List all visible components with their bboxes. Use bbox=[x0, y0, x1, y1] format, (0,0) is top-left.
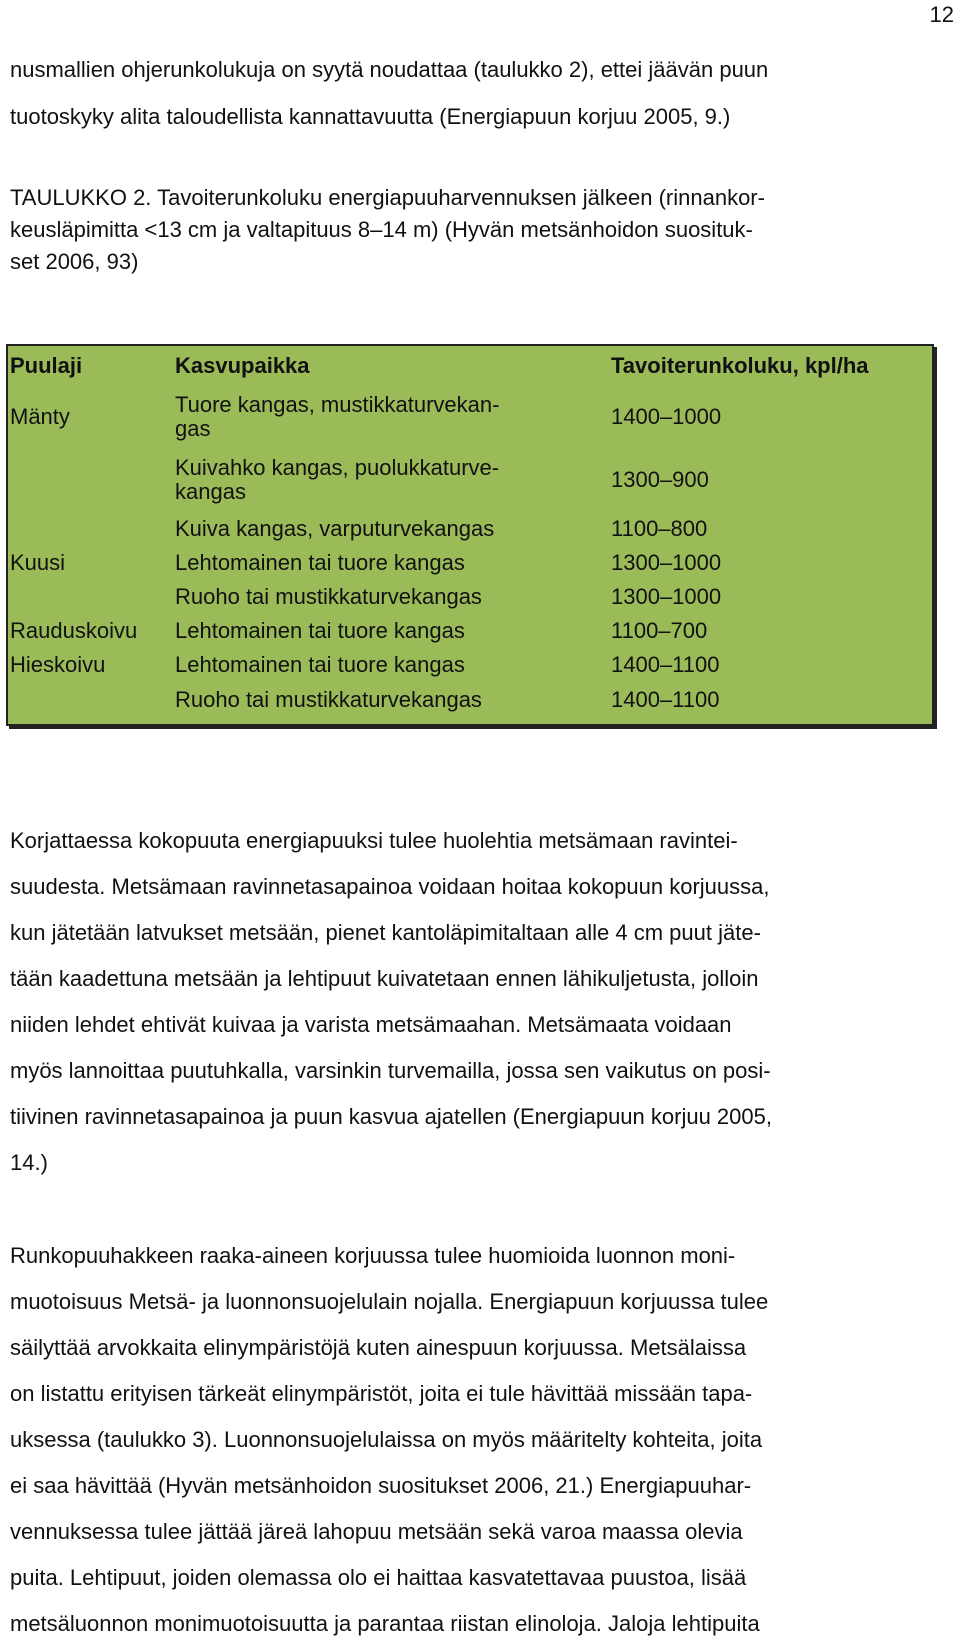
site-line: gas bbox=[175, 416, 211, 441]
text-line: tään kaadettuna metsään ja lehtipuut kuivatetaan ennen lähikuljetusta, jolloin bbox=[10, 966, 759, 991]
text-line: 14.) bbox=[10, 1150, 48, 1175]
target-cell: 1400–1100 bbox=[611, 652, 720, 677]
table-row bbox=[8, 546, 932, 580]
site-line: kangas bbox=[175, 479, 246, 504]
species-cell: Kuusi bbox=[10, 550, 66, 575]
table-header-row bbox=[8, 346, 932, 386]
target-cell: 1400–1000 bbox=[611, 404, 722, 429]
table-row bbox=[8, 512, 932, 546]
text-line: ei saa hävittää (Hyvän metsänhoidon suositukset 2006, 21.) Energiapuuhar- bbox=[10, 1473, 752, 1498]
text-line: metsäluonnon monimuotoisuutta ja parantaa riistan elinoloja. Jaloja lehtipuita bbox=[10, 1611, 760, 1636]
species-cell: Hieskoivu bbox=[10, 652, 106, 677]
species-cell: Rauduskoivu bbox=[10, 618, 138, 643]
text-line: tiivinen ravinnetasapainoa ja puun kasvua ajatellen (Energiapuun korjuu 2005, bbox=[10, 1104, 772, 1129]
text-line: suudesta. Metsämaan ravinnetasapainoa voidaan hoitaa kokopuun korjuussa, bbox=[10, 874, 770, 899]
table-row bbox=[8, 580, 932, 614]
species-cell bbox=[10, 580, 168, 614]
table-caption bbox=[10, 182, 940, 278]
site-line: Tuore kangas, mustikkaturvekan- bbox=[175, 392, 500, 417]
target-cell: 1100–800 bbox=[611, 516, 708, 541]
caption-line: TAULUKKO 2. Tavoiterunkoluku energiapuuharvennuksen jälkeen (rinnankor- bbox=[10, 185, 765, 210]
caption-line: keusläpimitta <13 cm ja valtapituus 8–14 m) (Hyvän metsänhoidon suosituk- bbox=[10, 217, 753, 242]
text-line: niiden lehdet ehtivät kuivaa ja varista metsämaahan. Metsämaata voidaan bbox=[10, 1012, 732, 1037]
intro-paragraph bbox=[10, 46, 940, 140]
text-line: Korjattaessa kokopuuta energiapuuksi tulee huolehtia metsämaan ravintei- bbox=[10, 828, 738, 853]
table-row bbox=[8, 614, 932, 648]
body-paragraph bbox=[10, 1233, 940, 1647]
table-row bbox=[8, 448, 932, 512]
text-line: tuotoskyky alita taloudellista kannattavuutta (Energiapuun korjuu 2005, 9.) bbox=[10, 104, 731, 129]
species-cell bbox=[10, 512, 168, 546]
site-cell: Lehtomainen tai tuore kangas bbox=[175, 652, 465, 677]
target-cell: 1100–700 bbox=[611, 618, 708, 643]
target-cell: 1300–1000 bbox=[611, 550, 722, 575]
site-cell: Ruoho tai mustikkaturvekangas bbox=[175, 584, 482, 609]
site-cell: Lehtomainen tai tuore kangas bbox=[175, 550, 465, 575]
site-cell bbox=[175, 386, 595, 448]
page-number: 12 bbox=[929, 2, 954, 27]
target-cell: 1300–1000 bbox=[611, 584, 722, 609]
text-line: puita. Lehtipuut, joiden olemassa olo ei haittaa kasvatettavaa puustoa, lisää bbox=[10, 1565, 747, 1590]
site-cell: Lehtomainen tai tuore kangas bbox=[175, 618, 465, 643]
header-site-type: Kasvupaikka bbox=[175, 353, 310, 378]
text-line: Runkopuuhakkeen raaka-aineen korjuussa tulee huomioida luonnon moni- bbox=[10, 1243, 736, 1268]
text-line: myös lannoittaa puutuhkalla, varsinkin turvemailla, jossa sen vaikutus on posi- bbox=[10, 1058, 771, 1083]
table-row bbox=[8, 386, 932, 448]
text-line: nusmallien ohjerunkolukuja on syytä noudattaa (taulukko 2), ettei jäävän puun bbox=[10, 57, 769, 82]
text-line: säilyttää arvokkaita elinympäristöjä kuten ainespuun korjuussa. Metsälaissa bbox=[10, 1335, 747, 1360]
site-cell: Kuiva kangas, varputurvekangas bbox=[175, 516, 495, 541]
species-cell bbox=[10, 448, 168, 512]
site-cell bbox=[175, 448, 595, 512]
header-species: Puulaji bbox=[10, 353, 83, 378]
text-line: vennuksessa tulee jättää järeä lahopuu metsään sekä varoa maassa olevia bbox=[10, 1519, 743, 1544]
text-line: kun jätetään latvukset metsään, pienet kantoläpimitaltaan alle 4 cm puut jäte- bbox=[10, 920, 761, 945]
text-line: muotoisuus Metsä- ja luonnonsuojelulain nojalla. Energiapuun korjuussa tulee bbox=[10, 1289, 769, 1314]
text-line: on listattu erityisen tärkeät elinympäristöt, joita ei tule hävittää missään tapa- bbox=[10, 1381, 753, 1406]
header-target-stem-count: Tavoiterunkoluku, kpl/ha bbox=[611, 353, 869, 378]
caption-line: set 2006, 93) bbox=[10, 249, 139, 274]
target-stem-count-table bbox=[6, 344, 934, 726]
text-line: uksessa (taulukko 3). Luonnonsuojelulaissa on myös määritelty kohteita, joita bbox=[10, 1427, 763, 1452]
species-cell bbox=[10, 682, 168, 718]
body-paragraph bbox=[10, 818, 940, 1186]
table-row bbox=[8, 648, 932, 682]
site-line: Kuivahko kangas, puolukkaturve- bbox=[175, 455, 500, 480]
site-cell: Ruoho tai mustikkaturvekangas bbox=[175, 687, 482, 712]
species-cell: Mänty bbox=[10, 404, 70, 429]
table-row bbox=[8, 682, 932, 718]
target-cell: 1400–1100 bbox=[611, 687, 720, 712]
target-cell: 1300–900 bbox=[611, 467, 709, 492]
